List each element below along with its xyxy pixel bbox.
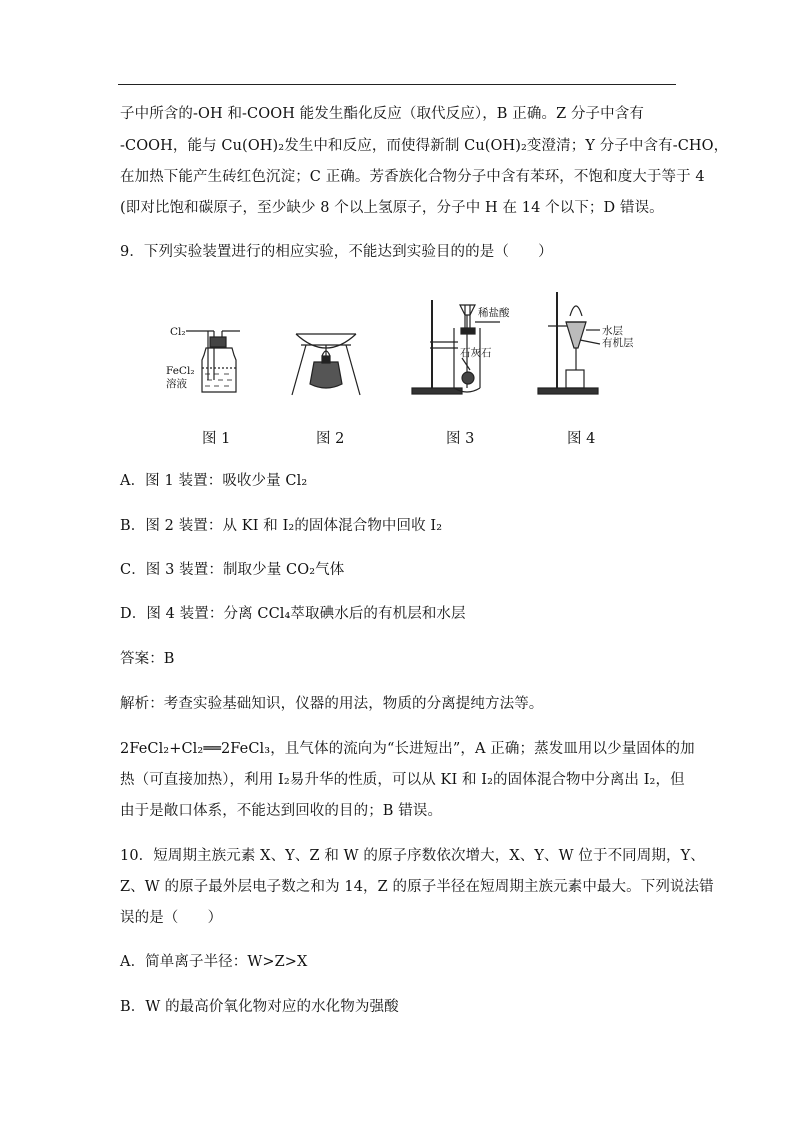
continuation-line-4: (即对比饱和碳原子，至少缺少 8 个以上氢原子，分子中 H 在 14 个以下；D 错误。 [120,200,664,216]
fig4-upper-label: 水层 [602,325,623,337]
q10-option-b: B．W 的最高价氧化物对应的水化物为强酸 [120,999,399,1015]
continuation-line-2: -COOH，能与 Cu(OH)₂发生中和反应，而使得新制 Cu(OH)₂变澄清；Y 分子中含有-CHO， [120,138,729,154]
fig3-acid-label: 稀盐酸 [478,307,510,319]
fig4-lower-label: 有机层 [602,337,634,349]
fig3-solid-label: 石灰石 [460,347,492,359]
q9-option-c: C．图 3 装置：制取少量 CO₂气体 [120,562,345,578]
fig1-solution-label-2: 溶液 [166,378,187,390]
fig1-gas-label: Cl₂ [170,326,186,338]
figure-4-apparatus [538,292,634,394]
figure-2-caption: 图 2 [316,431,345,447]
q9-analysis-line-2: 热（可直接加热），利用 I₂易升华的性质，可以从 KI 和 I₂的固体混合物中分离出 I₂，但 [120,772,685,788]
figure-1-caption: 图 1 [202,431,231,447]
q9-option-d: D．图 4 装置：分离 CCl₄萃取碘水后的有机层和水层 [120,606,466,622]
figure-1-apparatus [166,326,240,392]
fig1-solution-label-1: FeCl₂ [166,365,195,377]
continuation-line-3: 在加热下能产生砖红色沉淀；C 正确。芳香族化合物分子中含有苯环，不饱和度大于等于 4 [120,169,705,185]
q10-option-a: A．简单离子半径：W>Z>X [120,954,308,970]
figure-3-apparatus [412,300,510,394]
figure-4-caption: 图 4 [567,431,596,447]
q9-analysis-intro: 解析：考查实验基础知识，仪器的用法，物质的分离提纯方法等。 [120,696,544,712]
figure-3-caption: 图 3 [446,431,475,447]
q9-stem: 9．下列实验装置进行的相应实验，不能达到实验目的的是（ ） [120,244,553,260]
continuation-line-1: 子中所含的-OH 和-COOH 能发生酯化反应（取代反应），B 正确。Z 分子中含有 [120,106,644,122]
q9-answer: 答案：B [120,651,175,667]
q9-option-b: B．图 2 装置：从 KI 和 I₂的固体混合物中回收 I₂ [120,518,443,534]
q10-stem-line-1: 10．短周期主族元素 X、Y、Z 和 W 的原子序数依次增大，X、Y、W 位于不同周期，Y、 [120,848,705,864]
q9-option-a: A．图 1 装置：吸收少量 Cl₂ [120,473,308,489]
q9-analysis-line-3: 由于是敞口体系，不能达到回收的目的；B 错误。 [120,803,443,819]
q9-analysis-line-1: 2FeCl₂+Cl₂══2FeCl₃，且气体的流向为“长进短出”，A 正确；蒸发皿用以少量固体的加 [120,741,695,757]
q10-stem-line-2: Z、W 的原子最外层电子数之和为 14，Z 的原子半径在短周期主族元素中最大。下列说法错 [120,879,714,895]
q10-stem-line-3: 误的是（ ） [120,910,223,926]
figure-2-apparatus [292,334,360,395]
